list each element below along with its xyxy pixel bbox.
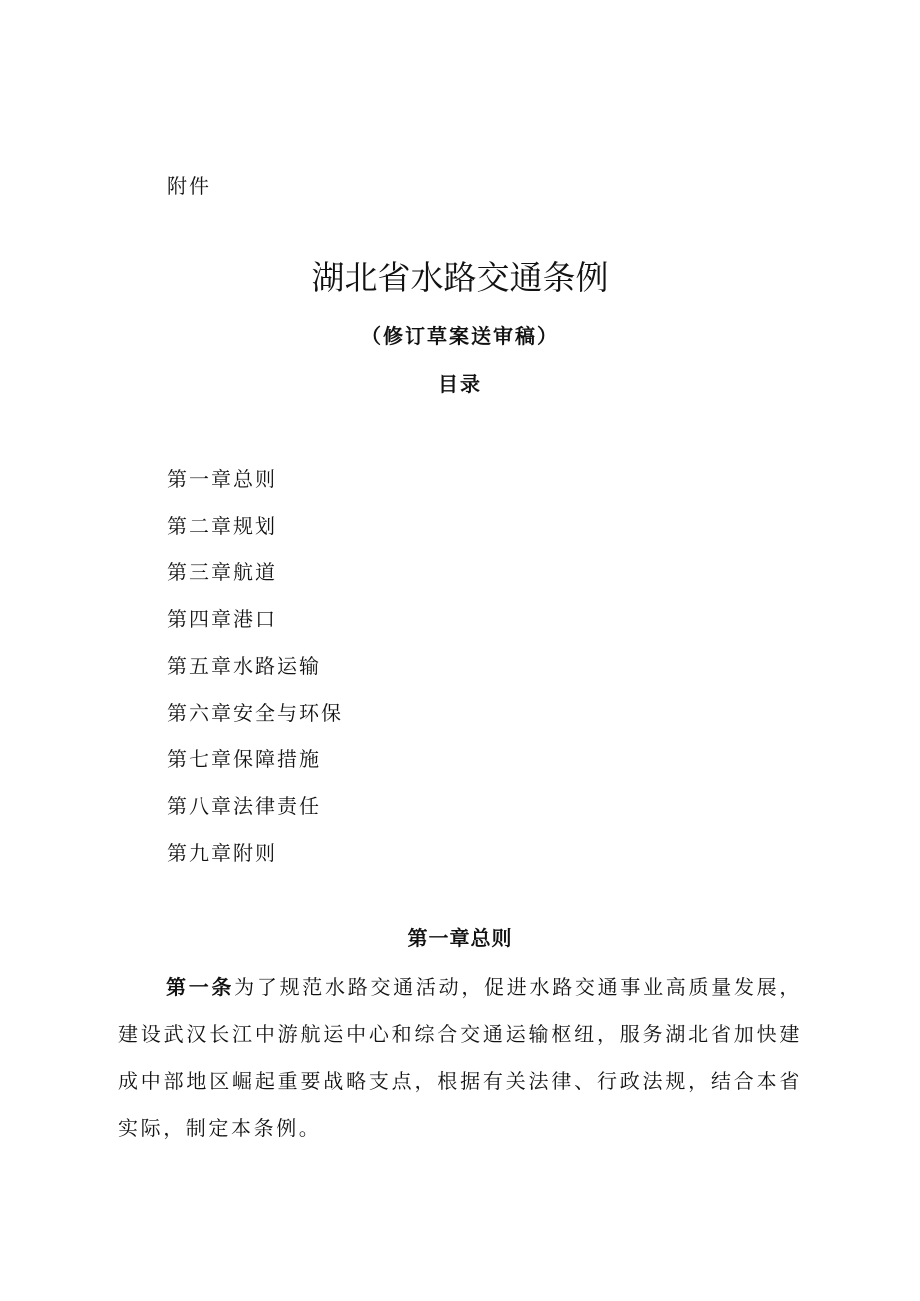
chapter-heading: 第一章总则 [407, 926, 513, 950]
toc-heading: 目录 [438, 372, 482, 396]
attachment-label: 附件 [167, 174, 211, 198]
document-subtitle: （修订草案送审稿） [361, 324, 559, 348]
article-1-label: 第一条 [166, 975, 235, 999]
toc-item-chapter-6: 第六章安全与环保 [167, 700, 343, 725]
toc-item-chapter-5: 第五章水路运输 [167, 653, 321, 678]
toc-item-chapter-2: 第二章规划 [167, 513, 277, 538]
toc-item-chapter-7: 第七章保障措施 [167, 747, 321, 772]
document-title: 湖北省水路交通条例 [311, 258, 609, 297]
toc-item-chapter-4: 第四章港口 [167, 607, 277, 632]
toc-item-chapter-1: 第一章总则 [167, 467, 277, 491]
article-1 [118, 964, 802, 1152]
toc-item-chapter-8: 第八章法律责任 [167, 793, 321, 818]
table-of-contents [167, 456, 343, 876]
article-1-text: 为了规范水路交通活动，促进水路交通事业高质量发展，建设武汉长江中游航运中心和综合交通运输枢纽，服务湖北省加快建成中部地区崛起重要战略支点，根据有关法律、行政法规，结合本省实际，制定本条例。 [118, 975, 802, 1140]
toc-item-chapter-3: 第三章航道 [167, 560, 277, 585]
toc-item-chapter-9: 第九章附则 [167, 840, 277, 865]
